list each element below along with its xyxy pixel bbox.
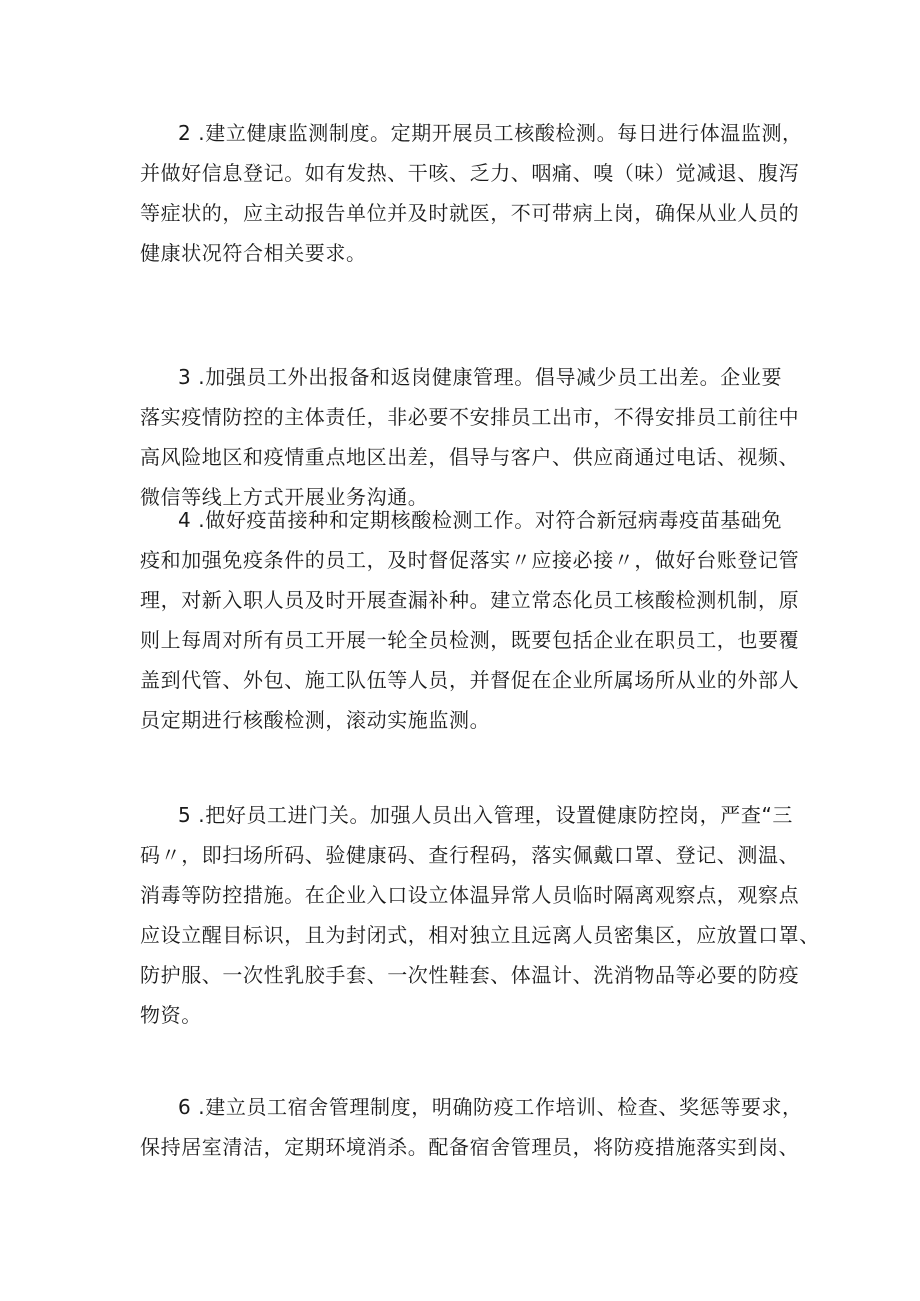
text-line: 理，对新入职人员及时开展查漏补种。建立常态化员工核酸检测机制，原: [140, 588, 800, 612]
text-line: 盖到代管、外包、施工队伍等人员，并督促在企业所属场所从业的外部人: [140, 668, 800, 692]
text-line: 疫和加强免疫条件的员工，及时督促落实〃应接必接〃，做好台账登记管: [140, 548, 800, 572]
text-line: 健康状况符合相关要求。: [140, 241, 367, 265]
text-line: 则上每周对所有员工开展一轮全员检测，既要包括企业在职员工，也要覆: [140, 628, 800, 652]
text-line: 码〃，即扫场所码、验健康码、查行程码，落实佩戴口罩、登记、测温、: [140, 843, 800, 867]
text-line: 保持居室清洁，定期环境消杀。配备宿舍管理员，将防疫措施落实到岗、: [140, 1135, 800, 1159]
text-line: 消毒等防控措施。在企业入口设立体温异常人员临时隔离观察点，观察点: [140, 883, 800, 907]
paragraph-2-health-monitoring: [140, 113, 803, 273]
text-line: 5 .把好员工进门关。加强人员出入管理，设置健康防控岗，严查“三: [178, 803, 794, 827]
paragraph-3-travel-reporting: [140, 357, 800, 517]
text-line: 6 .建立员工宿舍管理制度，明确防疫工作培训、检查、奖惩等要求，: [178, 1095, 803, 1119]
text-line: 等症状的，应主动报告单位并及时就医，不可带病上岗，确保从业人员的: [140, 201, 800, 225]
text-line: 落实疫情防控的主体责任，非必要不安排员工出市，不得安排员工前往中: [140, 405, 800, 429]
paragraph-5-entry-control: [140, 795, 820, 1035]
text-line: 员定期进行核酸检测，滚动实施监测。: [140, 708, 491, 732]
paragraph-6-dormitory-management: [140, 1087, 803, 1167]
text-line: 2 .建立健康监测制度。定期开展员工核酸检测。每日进行体温监测，: [178, 121, 803, 145]
text-line: 高风险地区和疫情重点地区出差，倡导与客户、供应商通过电话、视频、: [140, 445, 800, 469]
text-line: 物资。: [140, 1003, 202, 1027]
text-line: 并做好信息登记。如有发热、干咳、乏力、咽痛、嗅（味）觉减退、腹泻: [140, 161, 800, 185]
paragraph-4-vaccination-testing: [140, 500, 800, 740]
text-line: 应设立醒目标识，且为封闭式，相对独立且远离人员密集区，应放置口罩、: [140, 923, 820, 947]
text-line: 3 .加强员工外出报备和返岗健康管理。倡导减少员工出差。企业要: [178, 365, 783, 389]
text-line: 4 .做好疫苗接种和定期核酸检测工作。对符合新冠病毒疫苗基础免: [178, 508, 783, 532]
text-line: 防护服、一次性乳胶手套、一次性鞋套、体温计、洗消物品等必要的防疫: [140, 963, 800, 987]
text-line: 微信等线上方式开展业务沟通。: [140, 485, 429, 509]
